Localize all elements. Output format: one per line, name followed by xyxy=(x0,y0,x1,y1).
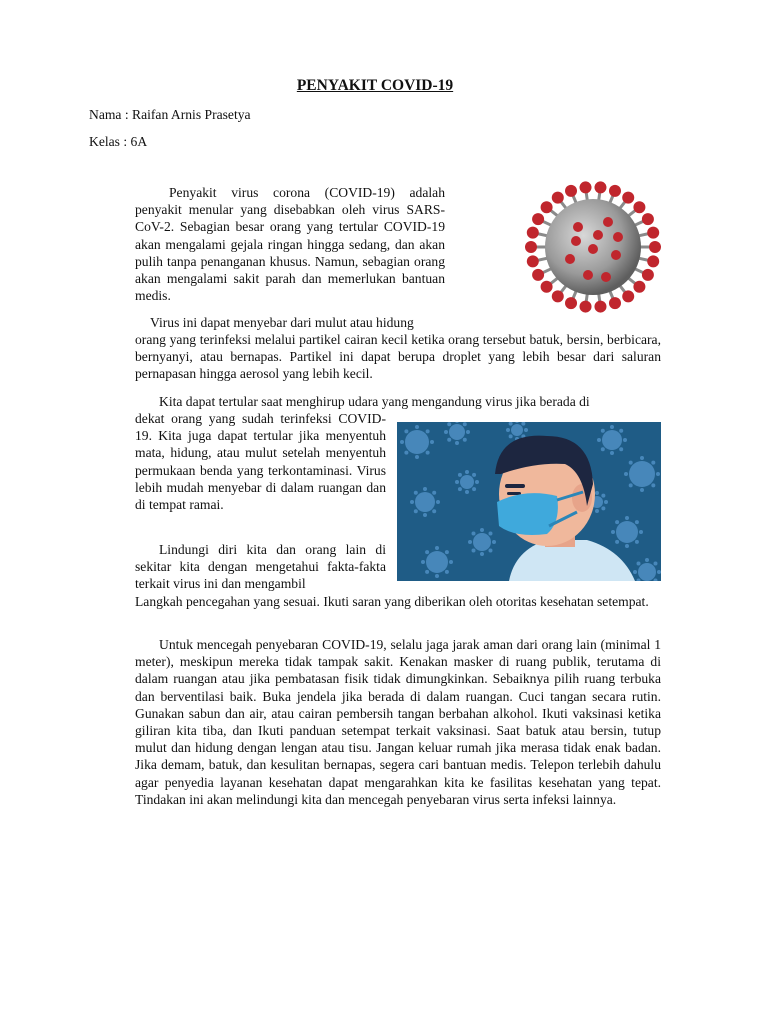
student-name: Nama : Raifan Arnis Prasetya xyxy=(89,107,251,122)
paragraph-spread: orang yang terinfeksi melalui partikel cairan kecil ketika orang tersebut batuk, bersin, berbicara, bernyanyi, atau bernapas. Partikel ini dapat berupa droplet yang lebih besar dari saluran pernapasan hingga aerosol yang lebih kecil. xyxy=(135,332,661,382)
paragraph-spread-line1: Virus ini dapat menyebar dari mulut atau hidung xyxy=(150,315,414,330)
coronavirus-image xyxy=(518,177,668,317)
paragraph-transmission: dekat orang yang sudah terinfeksi COVID-19. Kita juga dapat tertular jika menyentuh mata, hidung, atau mulut setelah menyentuh permukaan benda yang terkontaminasi. Virus lebih mudah menyebar di dalam ruangan dan di tempat ramai. xyxy=(135,411,386,513)
student-class: Kelas : 6A xyxy=(89,134,148,149)
document-title: PENYAKIT COVID-19 xyxy=(296,77,454,94)
paragraph-protect-end: Langkah pencegahan yang sesuai. Ikuti saran yang diberikan oleh otoritas kesehatan setempat. xyxy=(135,594,649,609)
paragraph-intro: Penyakit virus corona (COVID-19) adalah penyakit menular yang disebabkan oleh virus SARS-CoV-2. Sebagian besar orang yang tertular COVID-19 akan mengalami gejala ringan hingga sedang, dan akan pulih tanpa penanganan khusus. Namun, sebagian orang akan mengalami sakit parah dan memerlukan bantuan medis. xyxy=(135,185,445,304)
masked-person-image xyxy=(397,422,661,581)
paragraph-protect: Lindungi diri kita dan orang lain di sekitar kita dengan mengetahui fakta-fakta terkait virus ini dan mengambil xyxy=(135,542,386,592)
paragraph-transmission-line1: Kita dapat tertular saat menghirup udara yang mengandung virus jika berada di xyxy=(159,394,590,409)
paragraph-prevention: Untuk mencegah penyebaran COVID-19, selalu jaga jarak aman dari orang lain (minimal 1 meter), meskipun mereka tidak tampak sakit. Kenakan masker di ruang publik, terutama di dalam ruangan atau jika pembatasan fisik tidak dimungkinkan. Sebaiknya pilih ruang terbuka dan berventilasi baik. Buka jendela jika berada di dalam ruangan. Cuci tangan secara rutin. Gunakan sabun dan air, atau cairan pembersih tangan berbahan alkohol. Ikuti vaksinasi ketika giliran kita tiba, dan Ikuti panduan setempat terkait vaksinasi. Saat batuk atau bersin, tutup mulut dan hidung dengan lengan atau tisu. Jangan keluar rumah jika merasa tidak enak badan. Jika demam, batuk, dan kesulitan bernapas, segera cari bantuan medis. Telepon terlebih dahulu agar penyedia layanan kesehatan dapat mengarahkan kita ke fasilitas kesehatan yang tepat. Tindakan ini akan melindungi kita dan mencegah penyebaran virus serta infeksi lainnya. xyxy=(135,637,661,807)
